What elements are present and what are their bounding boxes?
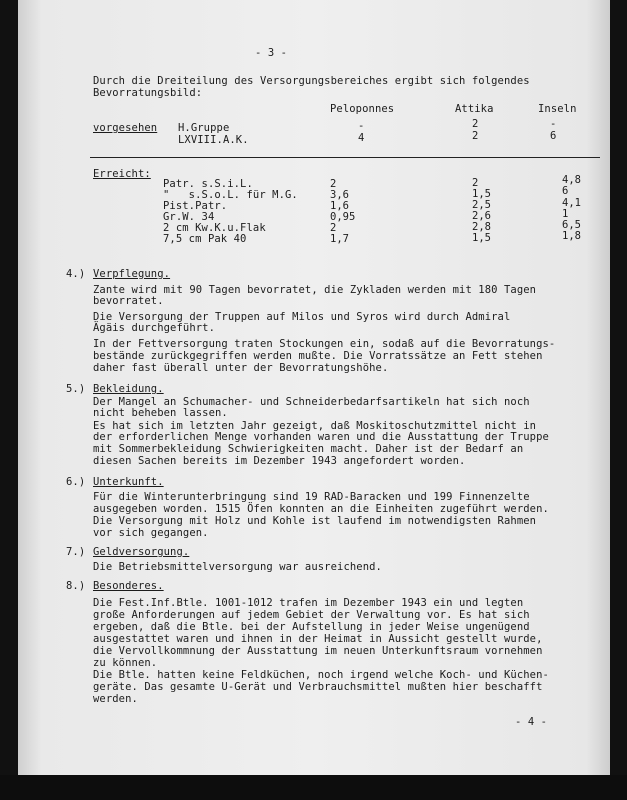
section-number: 6.) [66,476,86,488]
column-header-attika: Attika [455,103,494,115]
section-title: Bekleidung. [93,383,164,395]
erreicht-value: 1,8 [562,230,581,242]
erreicht-value: 2,8 [472,221,491,233]
section-line: ausgestattet waren und ihnen in der Heimat in Aussicht gestellt wurde, [93,633,543,645]
vorgesehen-value: - [550,118,557,130]
section-line: daher fast überall unter der Bevorratungshöhe. [93,362,389,374]
section-line: werden. [93,693,138,705]
section-title: Verpflegung. [93,268,171,280]
section-line: Die Versorgung der Truppen auf Milos und Syros wird durch Admiral [93,311,511,323]
section-number: 8.) [66,580,86,592]
erreicht-value: 1,5 [472,188,491,200]
erreicht-value: 1 [562,208,569,220]
section-line: Für die Winterunterbringung sind 19 RAD-Baracken und 199 Finnenzelte [93,491,530,503]
erreicht-value: 2,5 [472,199,491,211]
section-title: Geldversorgung. [93,546,190,558]
erreicht-value: 1,5 [472,232,491,244]
section-line: Ägäis durchgeführt. [93,322,216,334]
erreicht-value: 3,6 [330,189,349,201]
section-line: bevorratet. [93,295,164,307]
column-header-inseln: Inseln [538,103,577,115]
vorgesehen-value: - [358,120,365,132]
scan-border [0,775,627,800]
erreicht-value: 2,6 [472,210,491,222]
section-line: Die Btle. hatten keine Feldküchen, noch irgend welche Koch- und Küchen- [93,669,549,681]
section-title: Unterkunft. [93,476,164,488]
vorgesehen-label: vorgesehen [93,122,158,134]
erreicht-item: 2 cm Kw.K.u.Flak [163,222,266,234]
section-line: mit Sommerbekleidung Schwierigkeiten macht. Daher ist der Bedarf an [93,443,524,455]
section-title: Besonderes. [93,580,164,592]
erreicht-item: " s.S.o.L. für M.G. [163,189,298,201]
vorgesehen-value: 2 [472,130,479,142]
table-divider [90,157,600,158]
erreicht-value: 2 [330,178,337,190]
section-line: ausgegeben worden. 1515 Öfen konnten an die Einheiten zugeführt werden. [93,503,549,515]
vorgesehen-unit: LXVIII.A.K. [178,134,249,146]
section-line: Die Fest.Inf.Btle. 1001-1012 trafen im Dezember 1943 ein und legten [93,597,524,609]
section-number: 4.) [66,268,86,280]
section-line: große Anforderungen auf jedem Gebiet der Verwaltung vor. Es hat sich [93,609,530,621]
section-line: bestände zurückgegriffen werden mußte. Die Vorratssätze an Fett stehen [93,350,543,362]
section-line: zu können. [93,657,158,669]
erreicht-value: 4,1 [562,197,581,209]
section-line: vor sich gegangen. [93,527,209,539]
section-line: die Vervollkommnung der Ausstattung im neuen Unterkunftsraum vornehmen [93,645,543,657]
section-line: diesen Sachen bereits im Dezember 1943 angefordert worden. [93,455,466,467]
section-line: Es hat sich im letzten Jahr gezeigt, daß Moskitoschutzmittel nicht in [93,420,537,432]
section-line: Die Betriebsmittelversorgung war ausreichend. [93,561,382,573]
section-line: nicht beheben lassen. [93,407,228,419]
erreicht-value: 2 [330,222,337,234]
vorgesehen-value: 4 [358,132,365,144]
section-line: ergeben, daß die Btle. bei der Aufstellung in jeder Weise ungenügend [93,621,530,633]
intro-line-2: Bevorratungsbild: [93,87,203,99]
section-line: geräte. Das gesamte U-Gerät und Verbrauchsmittel mußten hier beschafft [93,681,543,693]
page-number-bottom: - 4 - [515,716,548,728]
section-number: 7.) [66,546,86,558]
erreicht-value: 6,5 [562,219,581,231]
vorgesehen-unit: H.Gruppe [178,122,230,134]
erreicht-value: 6 [562,185,569,197]
section-line: Der Mangel an Schumacher- und Schneiderbedarfsartikeln hat sich noch [93,396,530,408]
erreicht-value: 4,8 [562,174,581,186]
erreicht-value: 1,6 [330,200,349,212]
section-line: In der Fettversorgung traten Stockungen ein, sodaß auf die Bevorratungs- [93,338,556,350]
erreicht-item: Pist.Patr. [163,200,228,212]
erreicht-label: Erreicht: [93,168,151,180]
erreicht-item: Patr. s.S.i.L. [163,178,253,190]
column-header-peloponnes: Peloponnes [330,103,395,115]
section-line: Zante wird mit 90 Tagen bevorratet, die Zykladen werden mit 180 Tagen [93,284,537,296]
vorgesehen-value: 6 [550,130,557,142]
page-number-top: - 3 - [255,47,288,59]
erreicht-value: 1,7 [330,233,349,245]
section-line: Die Versorgung mit Holz und Kohle ist laufend im notwendigsten Rahmen [93,515,537,527]
erreicht-value: 2 [472,177,479,189]
vorgesehen-value: 2 [472,118,479,130]
section-line: der erforderlichen Menge vorhanden waren und die Ausstattung der Truppe [93,431,549,443]
erreicht-value: 0,95 [330,211,356,223]
intro-line-1: Durch die Dreiteilung des Versorgungsbereiches ergibt sich folgendes [93,75,530,87]
section-number: 5.) [66,383,86,395]
erreicht-item: Gr.W. 34 [163,211,215,223]
erreicht-item: 7,5 cm Pak 40 [163,233,247,245]
